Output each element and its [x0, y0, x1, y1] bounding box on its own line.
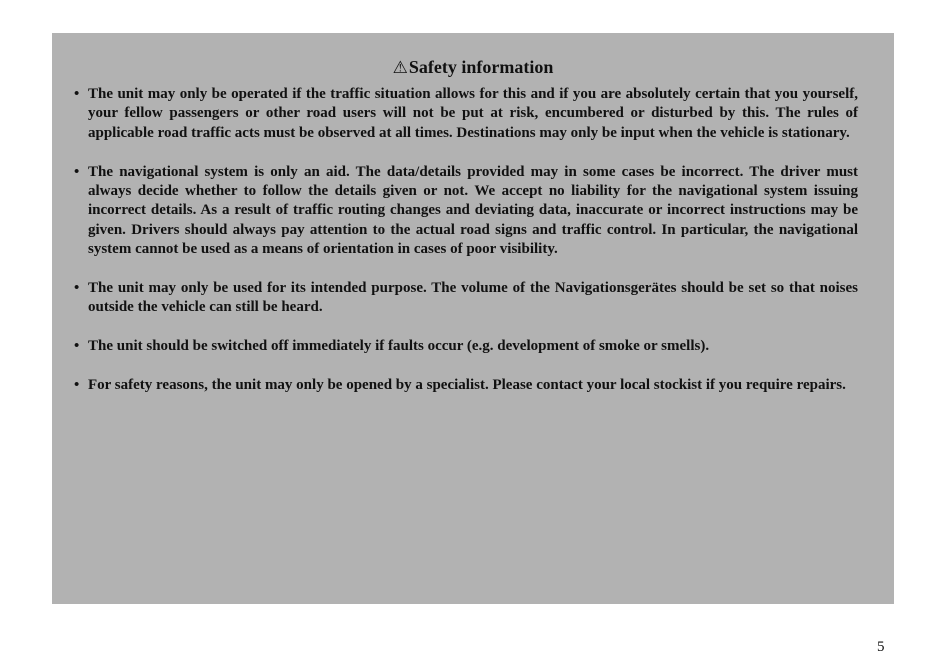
page-number: 5 [877, 639, 885, 655]
list-item [74, 376, 858, 395]
list-item [74, 279, 858, 318]
list-item-text: The unit should be switched off immediately if faults occur (e.g. development of smoke or smells). [88, 338, 710, 355]
safety-list [74, 85, 858, 415]
section-title-text: Safety information [408, 57, 554, 77]
list-item [74, 337, 858, 356]
list-item-text: For safety reasons, the unit may only be opened by a specialist. Please contact your local stockist if you require repairs. [88, 377, 846, 394]
bullet: • [74, 280, 80, 297]
bullet: • [74, 338, 80, 355]
list-item-text: The unit may only be operated if the traffic situation allows for this and if you are absolutely certain that you yourself, your fellow passengers or other road users will not be put at risk, encumbered or disturbed by this. The rules of applicable road traffic acts must be observed at all times. Destinations may only be input when the vehicle is stationary. [88, 86, 858, 141]
bullet: • [74, 377, 80, 394]
bullet: • [74, 86, 80, 102]
list-item [74, 163, 858, 260]
bullet: • [74, 163, 80, 180]
list-item [74, 85, 858, 143]
safety-information-panel [52, 33, 894, 604]
section-title [52, 55, 894, 80]
list-item-text: The unit may only be used for its intended purpose. The volume of the Navigationsgerätes should be set so that noises outside the vehicle can still be heard. [88, 280, 858, 316]
warning-icon: ⚠ [392, 58, 408, 78]
list-item-text: The navigational system is only an aid. The data/details provided may in some cases be incorrect. The driver must always decide whether to follow the details given or not. We accept no liability for the navigational system issuing incorrect details. As a result of traffic routing changes and deviating data, inaccurate or incorrect instructions may be given. Drivers should always pay attention to the actual road signs and traffic control. In particular, the navigational system cannot be used as a means of orientation in cases of poor visibility. [88, 163, 858, 258]
